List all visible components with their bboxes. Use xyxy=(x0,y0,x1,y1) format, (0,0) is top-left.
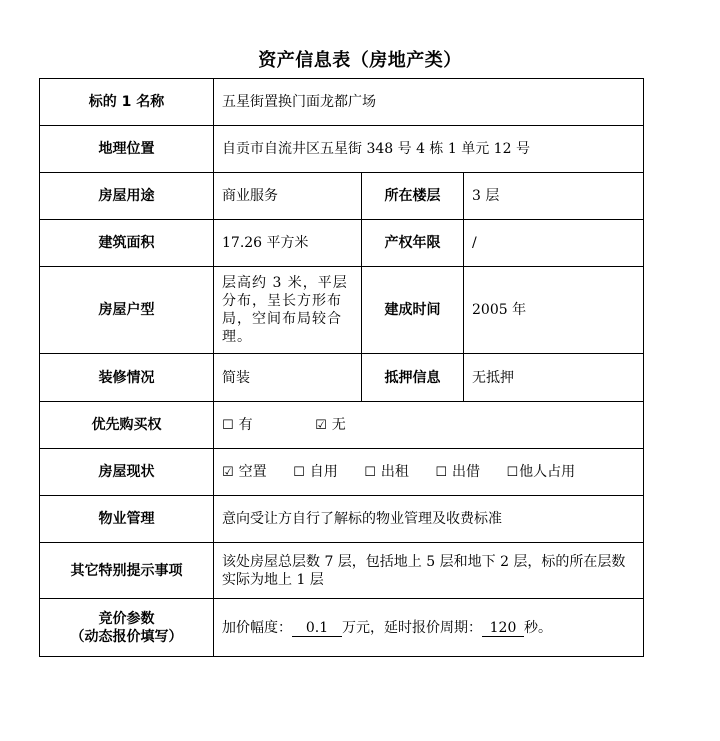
checkbox-icon[interactable]: ☐ xyxy=(293,464,305,480)
value-property-term: / xyxy=(464,220,644,267)
label-status: 房屋现状 xyxy=(40,449,214,496)
priority-option-no[interactable]: ☑ 无 xyxy=(315,416,346,433)
value-floor: 3 层 xyxy=(464,173,644,220)
page-title: 资产信息表（房地产类） xyxy=(258,50,462,71)
label-location: 地理位置 xyxy=(40,126,214,173)
value-subject: 五星街置换门面龙都广场 xyxy=(214,79,644,126)
priority-options xyxy=(214,402,644,449)
bidding-prefix: 加价幅度： xyxy=(222,619,292,636)
bidding-unit1: 万元，延时报价周期： xyxy=(342,619,482,636)
value-property-mgmt: 意向受让方自行了解标的物业管理及收费标准 xyxy=(214,496,644,543)
row-status xyxy=(40,449,644,496)
bidding-unit2: 秒。 xyxy=(524,619,552,636)
label-bidding-line1: 竞价参数 xyxy=(98,610,155,627)
label-decor: 装修情况 xyxy=(40,354,214,402)
row-usage xyxy=(40,173,644,220)
checkbox-icon[interactable]: ☐ xyxy=(435,464,447,480)
status-options xyxy=(214,449,644,496)
label-usage: 房屋用途 xyxy=(40,173,214,220)
checkbox-checked-icon[interactable]: ☑ xyxy=(315,417,327,433)
status-option-lent[interactable]: ☐ 出借 xyxy=(435,463,480,480)
label-property-term: 产权年限 xyxy=(362,220,464,267)
row-special xyxy=(40,543,644,599)
value-layout: 层高约 3 米，平层分布，呈长方形布局，空间布局较合理。 xyxy=(214,267,362,354)
status-option-occupied[interactable]: ☐他人占用 xyxy=(506,463,576,480)
label-special: 其它特别提示事项 xyxy=(40,543,214,599)
value-special: 该处房屋总层数 7 层，包括地上 5 层和地下 2 层，标的所在层数实际为地上 1 层 xyxy=(214,543,644,599)
label-subject: 标的 1 名称 xyxy=(40,79,214,126)
row-priority xyxy=(40,402,644,449)
row-bidding xyxy=(40,599,644,657)
label-bidding xyxy=(40,599,214,657)
asset-info-table xyxy=(39,78,644,657)
label-mortgage: 抵押信息 xyxy=(362,354,464,402)
value-usage: 商业服务 xyxy=(214,173,362,220)
row-layout xyxy=(40,267,644,354)
row-property-mgmt xyxy=(40,496,644,543)
label-built-year: 建成时间 xyxy=(362,267,464,354)
value-built-year: 2005 年 xyxy=(464,267,644,354)
row-subject xyxy=(40,79,644,126)
label-property-mgmt: 物业管理 xyxy=(40,496,214,543)
label-floor: 所在楼层 xyxy=(362,173,464,220)
label-layout: 房屋户型 xyxy=(40,267,214,354)
value-bidding xyxy=(214,599,644,657)
checkbox-checked-icon[interactable]: ☑ xyxy=(222,464,234,480)
bidding-period-field[interactable]: 120 xyxy=(482,620,524,637)
checkbox-icon[interactable]: ☐ xyxy=(222,417,234,433)
checkbox-icon[interactable]: ☐ xyxy=(364,464,376,480)
status-option-vacant[interactable]: ☑ 空置 xyxy=(222,463,267,480)
status-option-rented[interactable]: ☐ 出租 xyxy=(364,463,409,480)
row-decor xyxy=(40,354,644,402)
checkbox-icon[interactable]: ☐ xyxy=(506,464,519,480)
value-location: 自贡市自流井区五星街 348 号 4 栋 1 单元 12 号 xyxy=(214,126,644,173)
value-area: 17.26 平方米 xyxy=(214,220,362,267)
label-priority: 优先购买权 xyxy=(40,402,214,449)
priority-option-yes[interactable]: ☐ 有 xyxy=(222,416,253,433)
label-bidding-line2: （动态报价填写） xyxy=(70,628,183,645)
row-area xyxy=(40,220,644,267)
value-mortgage: 无抵押 xyxy=(464,354,644,402)
row-location xyxy=(40,126,644,173)
status-option-self-use[interactable]: ☐ 自用 xyxy=(293,463,338,480)
label-area: 建筑面积 xyxy=(40,220,214,267)
bidding-increment-field[interactable]: 0.1 xyxy=(292,620,342,637)
value-decor: 简装 xyxy=(214,354,362,402)
